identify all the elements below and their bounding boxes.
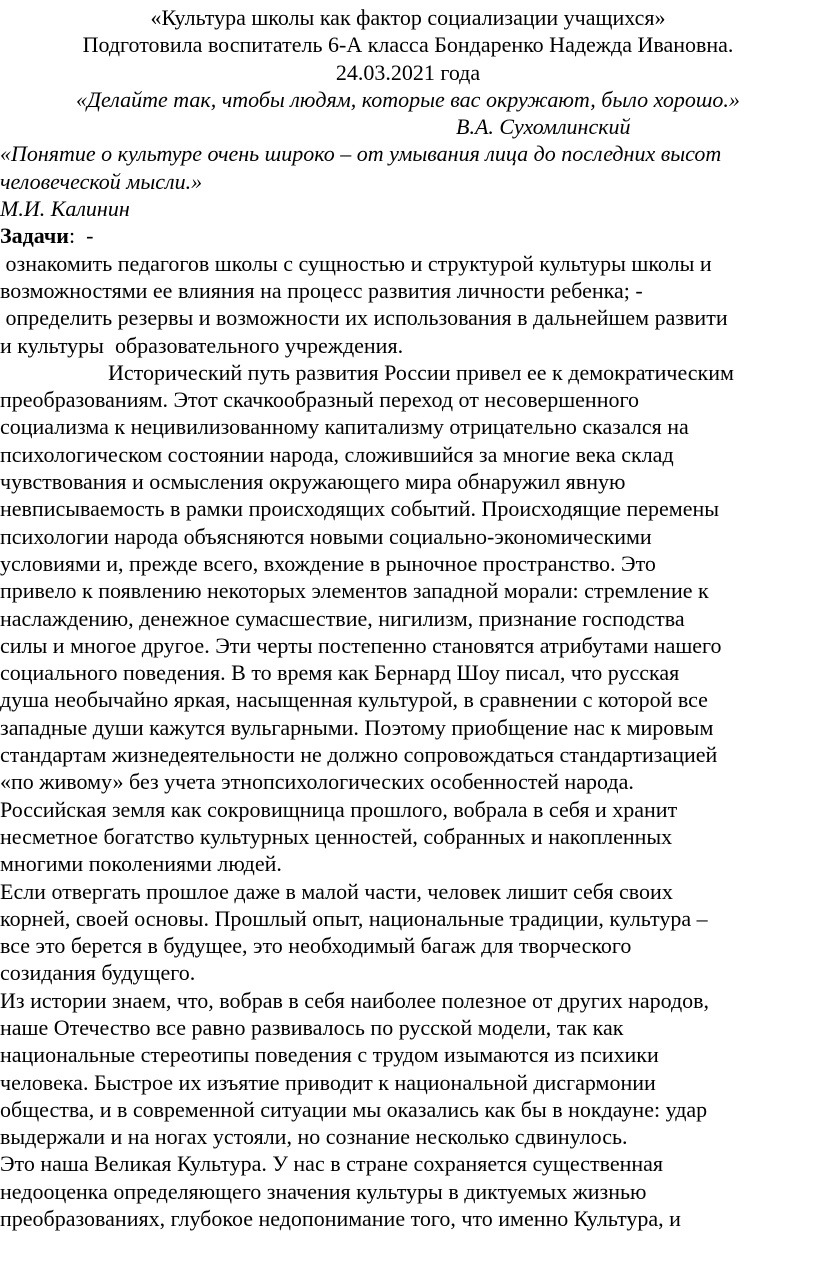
paragraph-line: выдержали и на ногах устояли, но сознание несколько сдвинулось. — [0, 1124, 628, 1150]
document-date: 24.03.2021 года — [335, 59, 481, 85]
paragraph-line: условиями и, прежде всего, вхождение в рыночное пространство. Это — [0, 550, 656, 576]
paragraph-line: наслаждению, денежное сумасшествие, нигилизм, признание господства — [0, 605, 685, 631]
paragraph-line: Если отвергать прошлое даже в малой части, человек лишит себя своих — [0, 878, 673, 904]
epigraph-author: В.А. Сухомлинский — [456, 114, 631, 140]
paragraph-line: душа необычайно яркая, насыщенная культурой, в сравнении с которой все — [0, 687, 708, 713]
paragraph-line: общества, и в современной ситуации мы оказались как бы в нокдауне: удар — [0, 1096, 708, 1122]
paragraph-line: человека. Быстрое их изъятие приводит к национальной дисгармонии — [0, 1069, 656, 1095]
paragraph-line: Российская земля как сокровищница прошлого, вобрала в себя и хранит — [0, 796, 678, 822]
paragraph-line: созидания будущего. — [0, 960, 196, 986]
paragraph-line: многими поколениями людей. — [0, 851, 282, 877]
epigraph-author: М.И. Калинин — [0, 196, 130, 222]
paragraph-line: чувствования и осмысления окружающего мира обнаружил явную — [0, 469, 626, 495]
document-title: «Культура школы как фактор социализации учащихся» — [150, 5, 666, 30]
tasks-heading — [0, 222, 816, 249]
tasks-label: Задачи — [0, 223, 69, 249]
paragraph-line: Из истории знаем, что, вобрав в себя наиболее полезное от других народов, — [0, 987, 710, 1013]
paragraph-line: все это берется в будущее, это необходимый багаж для творческого — [0, 933, 632, 959]
paragraph-line: западные души кажутся вульгарными. Поэтому приобщение нас к мировым — [0, 714, 714, 740]
paragraph-line: стандартам жизнедеятельности не должно сопровождаться стандартизацией — [0, 742, 718, 768]
paragraph-line: социализма к нецивилизованному капитализму отрицательно сказался на — [0, 414, 689, 440]
paragraph-line: несметное богатство культурных ценностей, собранных и накопленных — [0, 823, 673, 849]
paragraph-line: корней, своей основы. Прошлый опыт, национальные традиции, культура – — [0, 905, 708, 931]
epigraph-quote: «Понятие о культуре очень широко – от умывания лица до последних высот — [0, 141, 722, 167]
paragraph-line: Исторический путь развития России привел ее к демократическим — [108, 359, 734, 385]
author-line: Подготовила воспитатель 6-А класса Бондаренко Надежда Ивановна. — [82, 32, 734, 58]
task-line: возможностями ее влияния на процесс развития личности ребенка; - — [0, 277, 643, 303]
paragraph-line: психологии народа объясняются новыми социально-экономическими — [0, 523, 652, 549]
paragraph-line: Это наша Великая Культура. У нас в стране сохраняется существенная — [0, 1151, 664, 1177]
tasks-label-suffix: : - — [68, 223, 94, 249]
paragraph-line: привело к появлению некоторых элементов западной морали: стремление к — [0, 578, 709, 604]
paragraph-line: преобразованиям. Этот скачкообразный переход от несовершенного — [0, 387, 639, 413]
epigraph-quote: «Делайте так, чтобы людям, которые вас окружают, было хорошо.» — [76, 86, 740, 112]
task-line: и культуры образовательного учреждения. — [0, 332, 404, 358]
paragraph-line: наше Отечество все равно развивалось по русской модели, так как — [0, 1014, 624, 1040]
paragraph-line: социального поведения. В то время как Бернард Шоу писал, что русская — [0, 660, 680, 686]
paragraph-line: недооценка определяющего значения культуры в диктуемых жизнью — [0, 1178, 647, 1204]
paragraph-line: силы и многое другое. Эти черты постепенно становятся атрибутами нашего — [0, 632, 722, 658]
task-line: ознакомить педагогов школы с сущностью и структурой культуры школы и — [0, 250, 712, 276]
paragraph-line: преобразованиях, глубокое недопонимание того, что именно Культура, и — [0, 1206, 681, 1232]
epigraph-quote: человеческой мысли.» — [0, 168, 203, 194]
paragraph-line: «по живому» без учета этнопсихологических особенностей народа. — [0, 769, 634, 795]
paragraph-line: национальные стереотипы поведения с трудом изымаются из психики — [0, 1042, 659, 1068]
paragraph-line: невписываемость в рамки происходящих событий. Происходящие перемены — [0, 496, 720, 522]
task-line: определить резервы и возможности их использования в дальнейшем развити — [0, 305, 728, 331]
paragraph-line: психологическом состоянии народа, сложившийся за многие века склад — [0, 441, 674, 467]
